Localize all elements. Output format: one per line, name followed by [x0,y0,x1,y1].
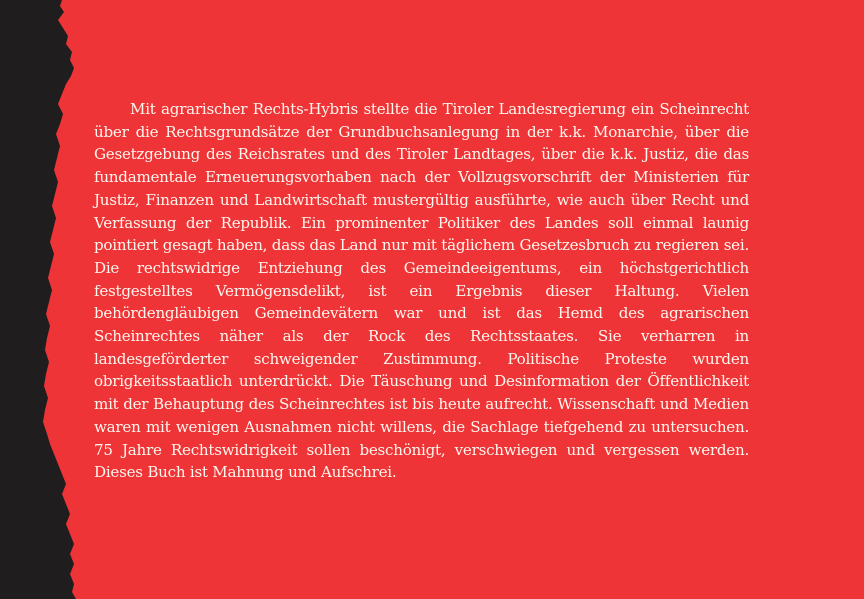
cover-text-paragraph: Mit agrarischer Rechts-Hybris stellte die Tiroler Landesregierung ein Scheinrecht über die Rechtsgrundsätze der Grundbuchsanlegung in der k.k. Monarchie, über die Gesetzgebung des Reichsrates und des Tiroler Landtages, über die k.k. Justiz, die das fundamentale Erneuerungsvorhaben nach der Vollzugsvorschrift der Ministerien für Justiz, Finanzen und Landwirtschaft mustergültig ausführte, wie auch über Recht und Verfassung der Republik. Ein prominenter Politiker des Landes soll einmal launig pointiert gesagt haben, dass das Land nur mit täglichem Gesetzesbruch zu regieren sei. Die rechtswidrige Entziehung des Gemeindeeigentums, ein höchstgerichtlich festgestelltes Vermögensdelikt, ist ein Ergebnis dieser Haltung. Vielen behördengläubigen Gemeindevätern war und ist das Hemd des agrarischen Scheinrechtes näher als der Rock des Rechtsstaates. Sie verharren in landesgeförderter schweigender Zustimmung. Politische Proteste wurden obrigkeitsstaatlich unterdrückt. Die Täuschung und Desinformation der Öffentlichkeit mit der Behauptung des Scheinrechtes ist bis heute aufrecht. Wissenschaft und Medien waren mit wenigen Ausnahmen nicht willens, die Sachlage tiefgehend zu untersuchen. 75 Jahre Rechtswidrigkeit sollen beschönigt, verschwiegen und vergessen werden. Dieses Buch ist Mahnung und Aufschrei. [94,100,749,482]
torn-paper-edge [0,0,90,599]
